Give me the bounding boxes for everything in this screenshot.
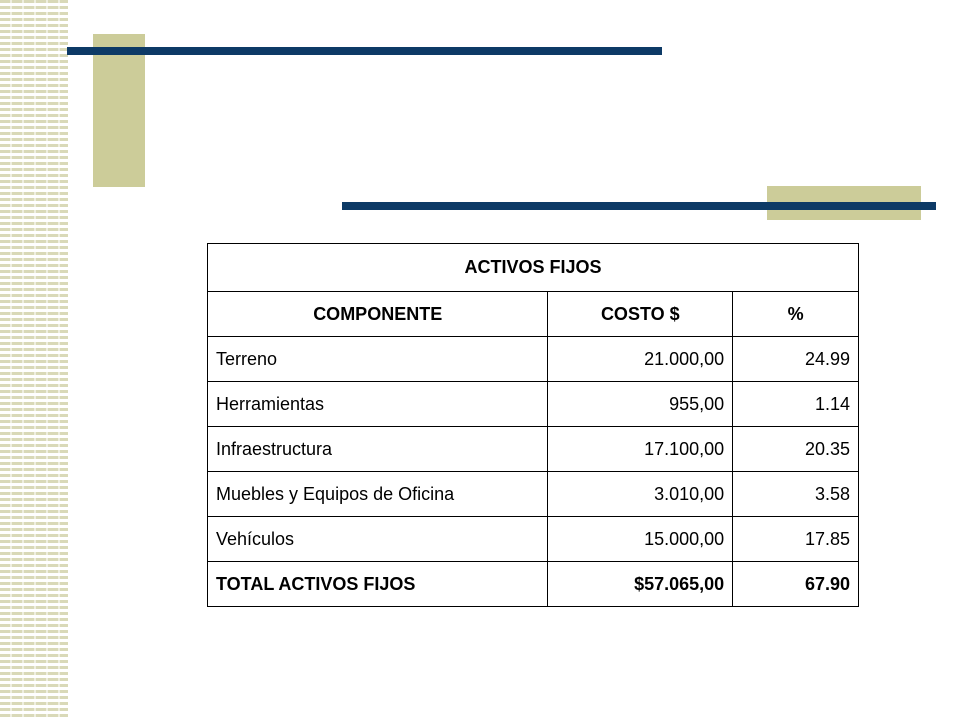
table-header-row (208, 292, 859, 337)
decorative-navy-bar-top (67, 47, 662, 55)
table-row (208, 472, 859, 517)
cell-componente: Infraestructura (208, 427, 548, 472)
column-header-componente: COMPONENTE (208, 292, 548, 337)
table-row (208, 337, 859, 382)
decorative-olive-block-left (93, 34, 145, 187)
cell-porcentaje: 1.14 (733, 382, 859, 427)
table-row (208, 517, 859, 562)
table-title: ACTIVOS FIJOS (208, 244, 859, 292)
cell-costo: 955,00 (548, 382, 733, 427)
cell-porcentaje: 20.35 (733, 427, 859, 472)
cell-componente: Terreno (208, 337, 548, 382)
cell-componente: Herramientas (208, 382, 548, 427)
column-header-costo: COSTO $ (548, 292, 733, 337)
cell-componente: Muebles y Equipos de Oficina (208, 472, 548, 517)
total-costo: $57.065,00 (548, 562, 733, 607)
column-header-porcentaje: % (733, 292, 859, 337)
total-label: TOTAL ACTIVOS FIJOS (208, 562, 548, 607)
cell-costo: 17.100,00 (548, 427, 733, 472)
cell-costo: 3.010,00 (548, 472, 733, 517)
cell-costo: 15.000,00 (548, 517, 733, 562)
table-row (208, 427, 859, 472)
cell-porcentaje: 17.85 (733, 517, 859, 562)
total-porcentaje: 67.90 (733, 562, 859, 607)
table-title-row (208, 244, 859, 292)
cell-componente: Vehículos (208, 517, 548, 562)
cell-porcentaje: 3.58 (733, 472, 859, 517)
table-total-row (208, 562, 859, 607)
decorative-navy-bar-middle (342, 202, 936, 210)
cell-costo: 21.000,00 (548, 337, 733, 382)
fixed-assets-table (207, 243, 859, 607)
cell-porcentaje: 24.99 (733, 337, 859, 382)
table-row (208, 382, 859, 427)
left-striped-border (0, 0, 68, 720)
